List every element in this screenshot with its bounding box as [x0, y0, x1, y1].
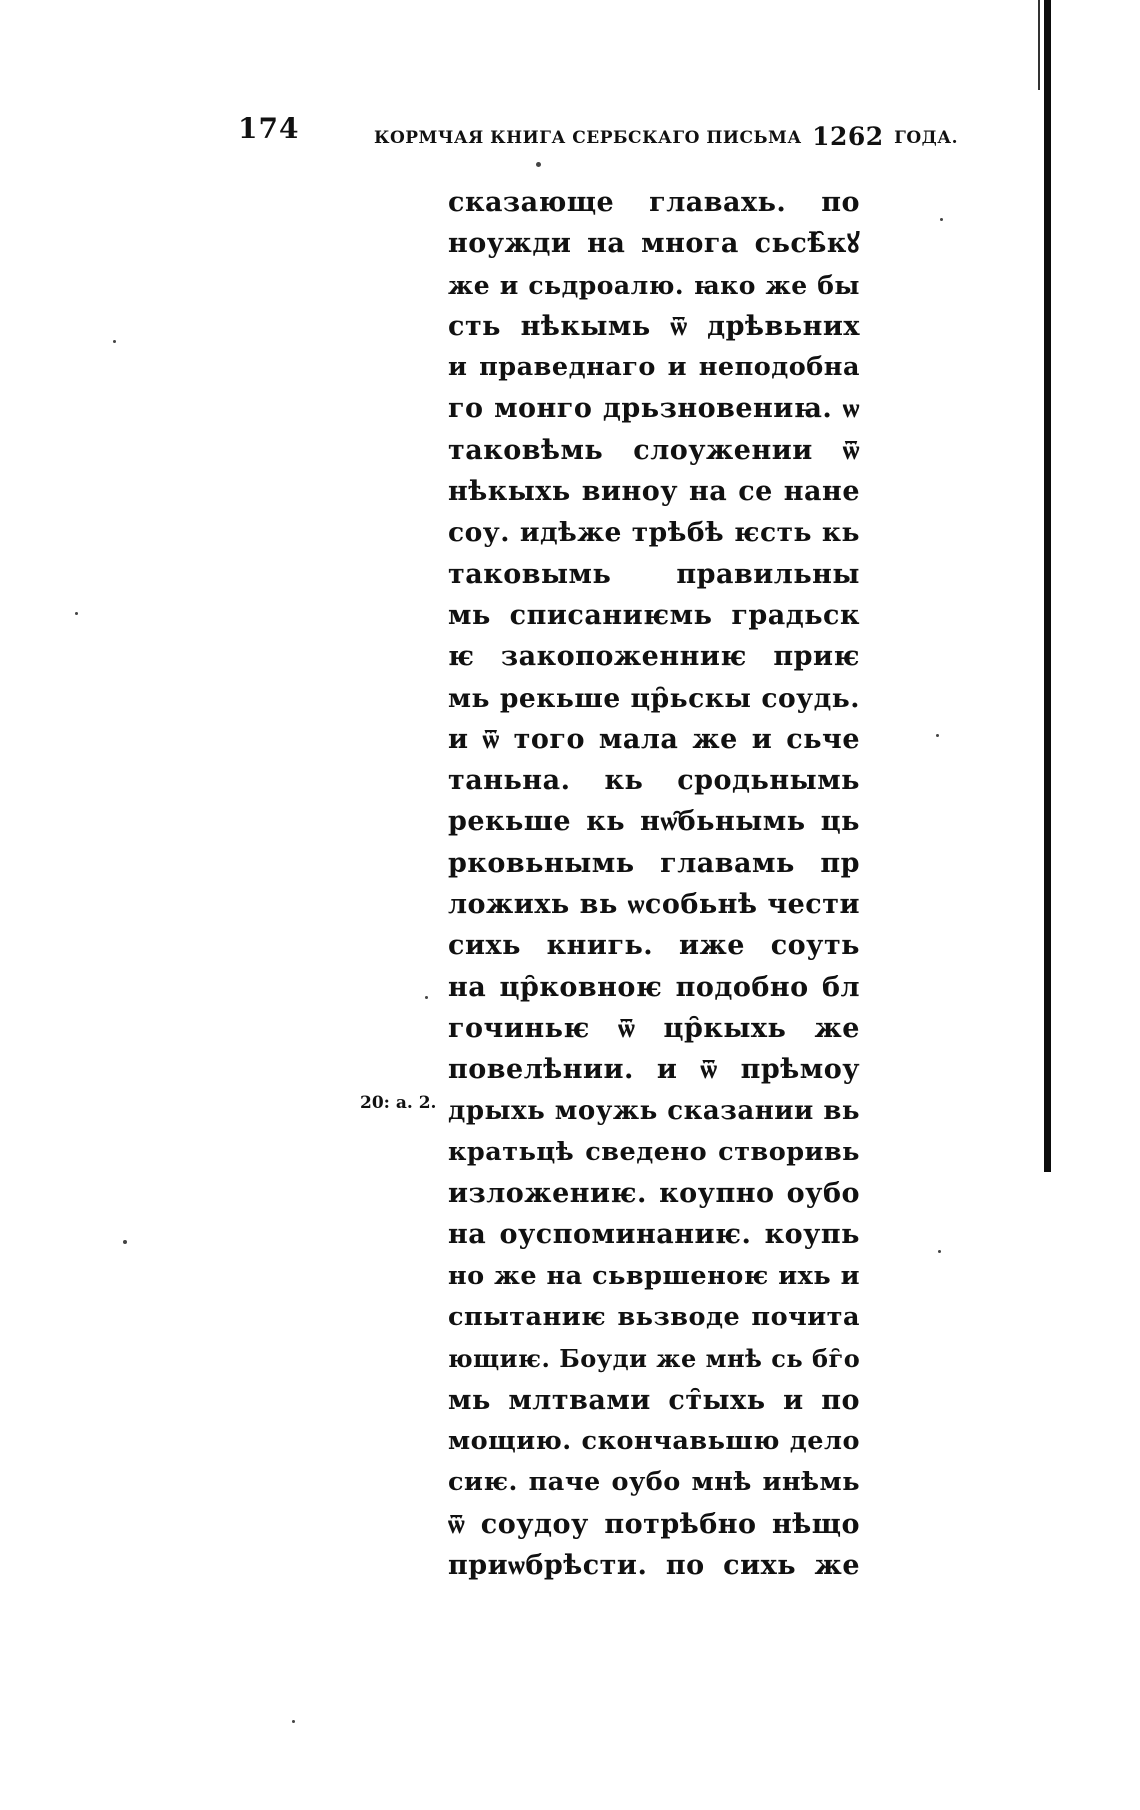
text-line: го монго дрьзновениꙗ. ѡ — [448, 393, 860, 425]
page-binding-edge-thin — [1038, 0, 1040, 90]
running-title — [374, 120, 958, 149]
running-title-text: КОРМЧАЯ КНИГА СЕРБСКАГО ПИСЬМА — [374, 128, 802, 148]
text-line: ѿ соудоу потрѣбно нѣщо — [448, 1508, 860, 1540]
text-line: таковѣмь слоужении ѿ — [448, 434, 860, 466]
text-line: рковьнымь главамь пр — [448, 847, 860, 879]
text-line: изложениѥ. коупно оубо — [448, 1178, 860, 1210]
running-title-year: 1262 — [812, 122, 884, 151]
running-title-suffix: ГОДА. — [894, 128, 959, 148]
print-speck — [938, 1250, 941, 1253]
text-line: таньна. кь сродьнымь — [448, 765, 860, 797]
text-line: таковымь правильны — [448, 558, 860, 590]
print-speck — [75, 612, 78, 615]
text-line: нѣкыхь виноу на се нане — [448, 476, 860, 508]
text-line: ложихь вь ѡсобьнѣ чести — [448, 889, 860, 921]
text-line: дрыхь моужь сказании вь — [448, 1095, 861, 1126]
text-line: мь списаниѥмь градьск — [448, 599, 860, 631]
text-line: повелѣнии. и ѿ прѣмоу — [448, 1054, 860, 1086]
page-binding-edge — [1044, 0, 1051, 1172]
text-line: спытаниѥ вьзводе почита — [448, 1302, 860, 1333]
text-line: кратьцѣ сведено створивь — [448, 1136, 860, 1167]
text-line: но же на сьвршеноѥ ихь и — [448, 1260, 860, 1291]
print-speck — [536, 162, 541, 167]
text-line: ноужди на многа сьсѣ̑кꙋ — [448, 228, 860, 260]
text-line: и ѿ того мала же и сьче — [448, 723, 860, 755]
text-line: на цр̑ковноѥ подобно бл — [448, 971, 860, 1003]
text-line: соу. идѣже трѣбѣ ѥсть кь — [448, 517, 860, 549]
text-line: рекьше кь нѡ̑бьнымь ць — [448, 806, 860, 838]
text-line: сиѥ. паче оубо мнѣ инѣмь — [448, 1467, 860, 1498]
text-line: ющиѥ. Боуди же мнѣ сь бг̑о — [448, 1344, 861, 1374]
print-speck — [113, 340, 116, 343]
marginal-note: 20: а. 2. — [360, 1093, 437, 1113]
print-speck — [292, 1720, 295, 1723]
page-number: 174 — [238, 112, 300, 145]
print-speck — [425, 996, 428, 999]
page-header — [238, 112, 959, 152]
text-line: мь млтвами ст̑ыхь и по — [448, 1384, 860, 1416]
text-line: сказающе главахь. по — [448, 187, 860, 218]
text-line: мощию. скончавьшю дело — [448, 1425, 860, 1456]
text-line: ѥ закопоженниѥ приѥ — [448, 641, 860, 673]
text-line: мь рекьше цр̑ьскы соудь. — [448, 682, 860, 714]
text-line: сихь книгь. иже соуть — [448, 930, 860, 962]
text-line: же и сьдроалю. ꙗко же бы — [448, 270, 860, 300]
print-speck — [940, 218, 943, 221]
text-line: и праведнаго и неподобна — [448, 352, 860, 383]
text-line: на оуспоминаниѥ. коупь — [448, 1219, 860, 1251]
print-speck — [123, 1240, 127, 1244]
text-column — [448, 182, 860, 1586]
text-line: приѡбрѣсти. по сихь же — [448, 1549, 860, 1581]
print-speck — [936, 734, 939, 737]
text-line: сть нѣкымь ѿ дрѣвьних — [448, 310, 860, 342]
text-line: гочиньѥ ѿ цр̑кыхь же — [448, 1012, 860, 1044]
